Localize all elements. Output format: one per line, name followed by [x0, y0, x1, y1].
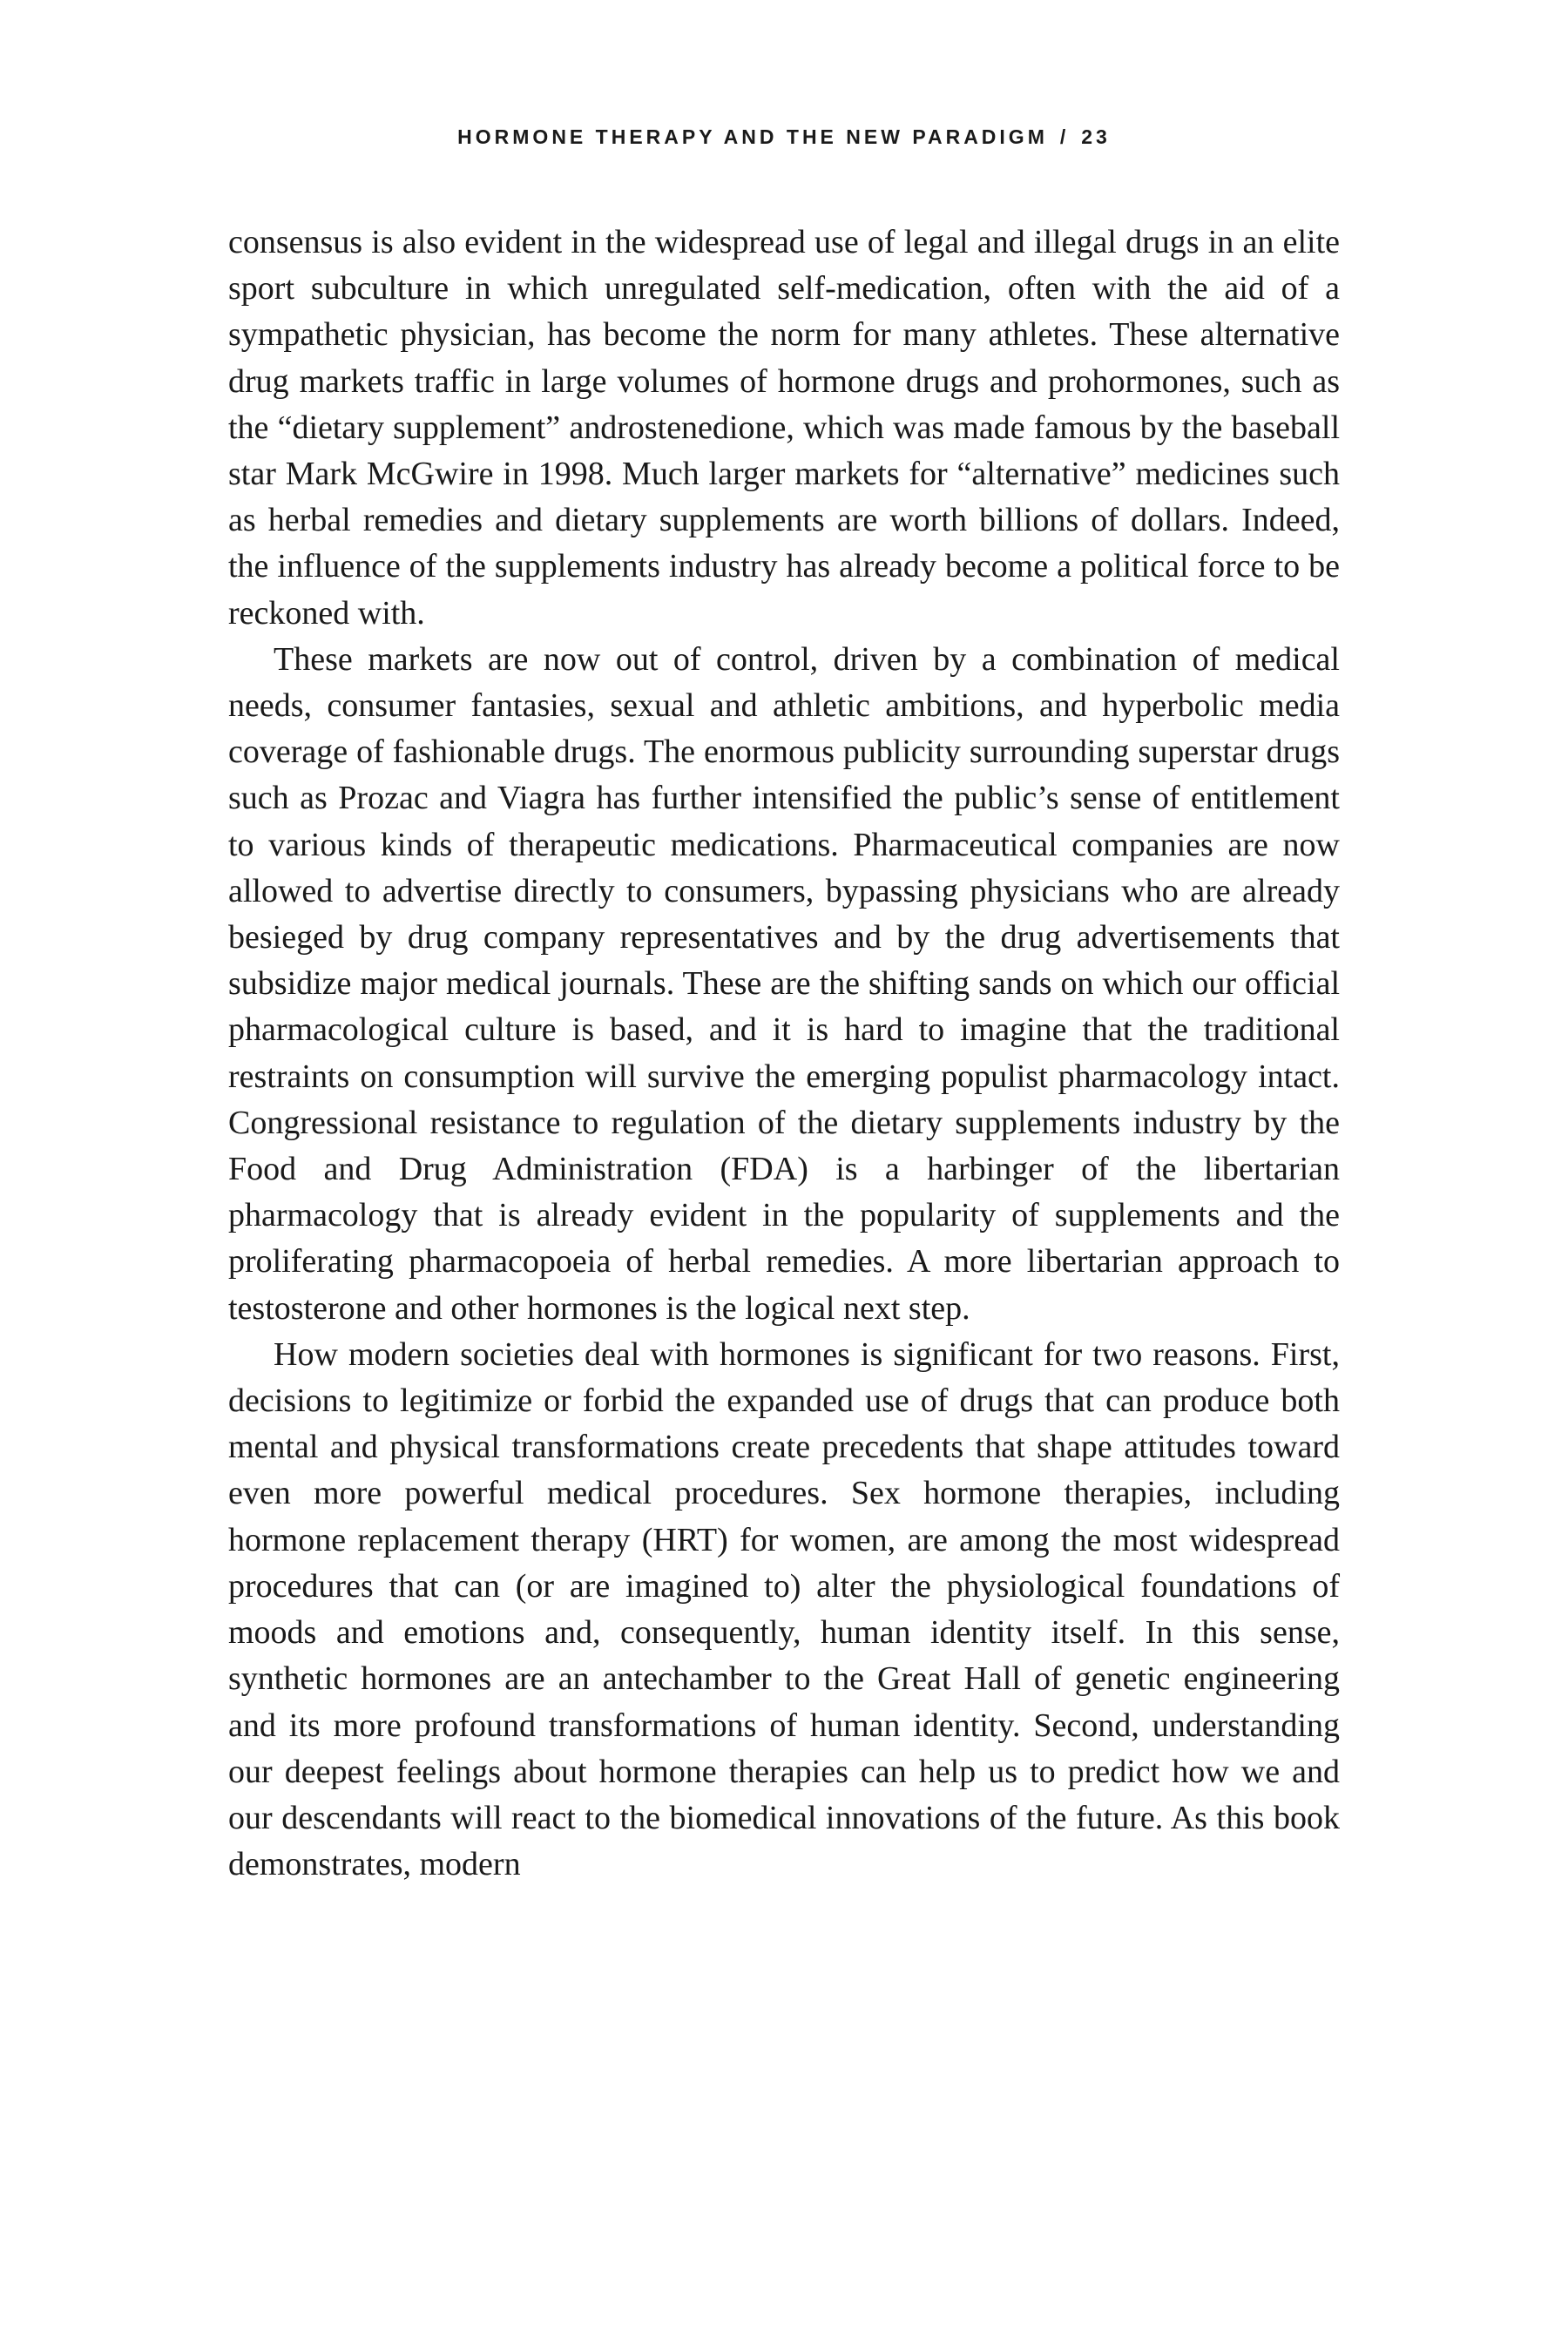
body-text [228, 220, 1340, 1888]
page-number: 23 [1081, 125, 1111, 148]
paragraph-markets: These markets are now out of control, driven by a combination of medical needs, consumer fantasies, sexual and athletic ambitions, and hyperbolic media coverage of fashionable drugs. The enormous publicity surrounding superstar drugs such as Prozac and Viagra has further intensified the public’s sense of entitlement to various kinds of therapeutic medications. Pharmaceutical companies are now allowed to advertise directly to consumers, bypassing physicians who are already besieged by drug company representatives and by the drug advertisements that subsidize major medical journals. These are the shifting sands on which our official pharmacological culture is based, and it is hard to imagine that the traditional restraints on consumption will survive the emerging populist pharmacology intact. Congressional resistance to regulation of the dietary supplements industry by the Food and Drug Administration (FDA) is a harbinger of the libertarian pharmacology that is already evident in the popularity of supplements and the proliferating pharmacopoeia of herbal remedies. A more libertarian approach to testosterone and other hormones is the logical next step. [228, 640, 1340, 1327]
header-separator: / [1059, 125, 1070, 148]
running-title: HORMONE THERAPY AND THE NEW PARADIGM [457, 125, 1048, 148]
paragraph-continued: consensus is also evident in the widespread use of legal and illegal drugs in an elite sport subculture in which unregulated self-medication, often with the aid of a sympathetic physician, has become the norm for many athletes. These alternative drug markets traffic in large volumes of hormone drugs and prohormones, such as the “dietary supplement” androstenedione, which was made famous by the baseball star Mark McGwire in 1998. Much larger markets for “alternative” medicines such as herbal remedies and dietary supplements are worth billions of dollars. Indeed, the influence of the supplements industry has already become a political force to be reckoned with. [228, 224, 1340, 632]
running-head [0, 125, 1568, 149]
paragraph-hormones-significance: How modern societies deal with hormones is significant for two reasons. First, decisions to legitimize or forbid the expanded use of drugs that can produce both mental and physical transformations create precedents that shape attitudes toward even more powerful medical procedures. Sex hormone therapies, including hormone replacement therapy (HRT) for women, are among the most widespread procedures that can (or are imagined to) alter the physiological foundations of moods and emotions and, consequently, human identity itself. In this sense, synthetic hormones are an antechamber to the Great Hall of genetic engineering and its more profound transformations of human identity. Second, understanding our deepest feelings about hormone therapies can help us to predict how we and our descendants will react to the biomedical innovations of the future. As this book demonstrates, modern [228, 1335, 1340, 1883]
